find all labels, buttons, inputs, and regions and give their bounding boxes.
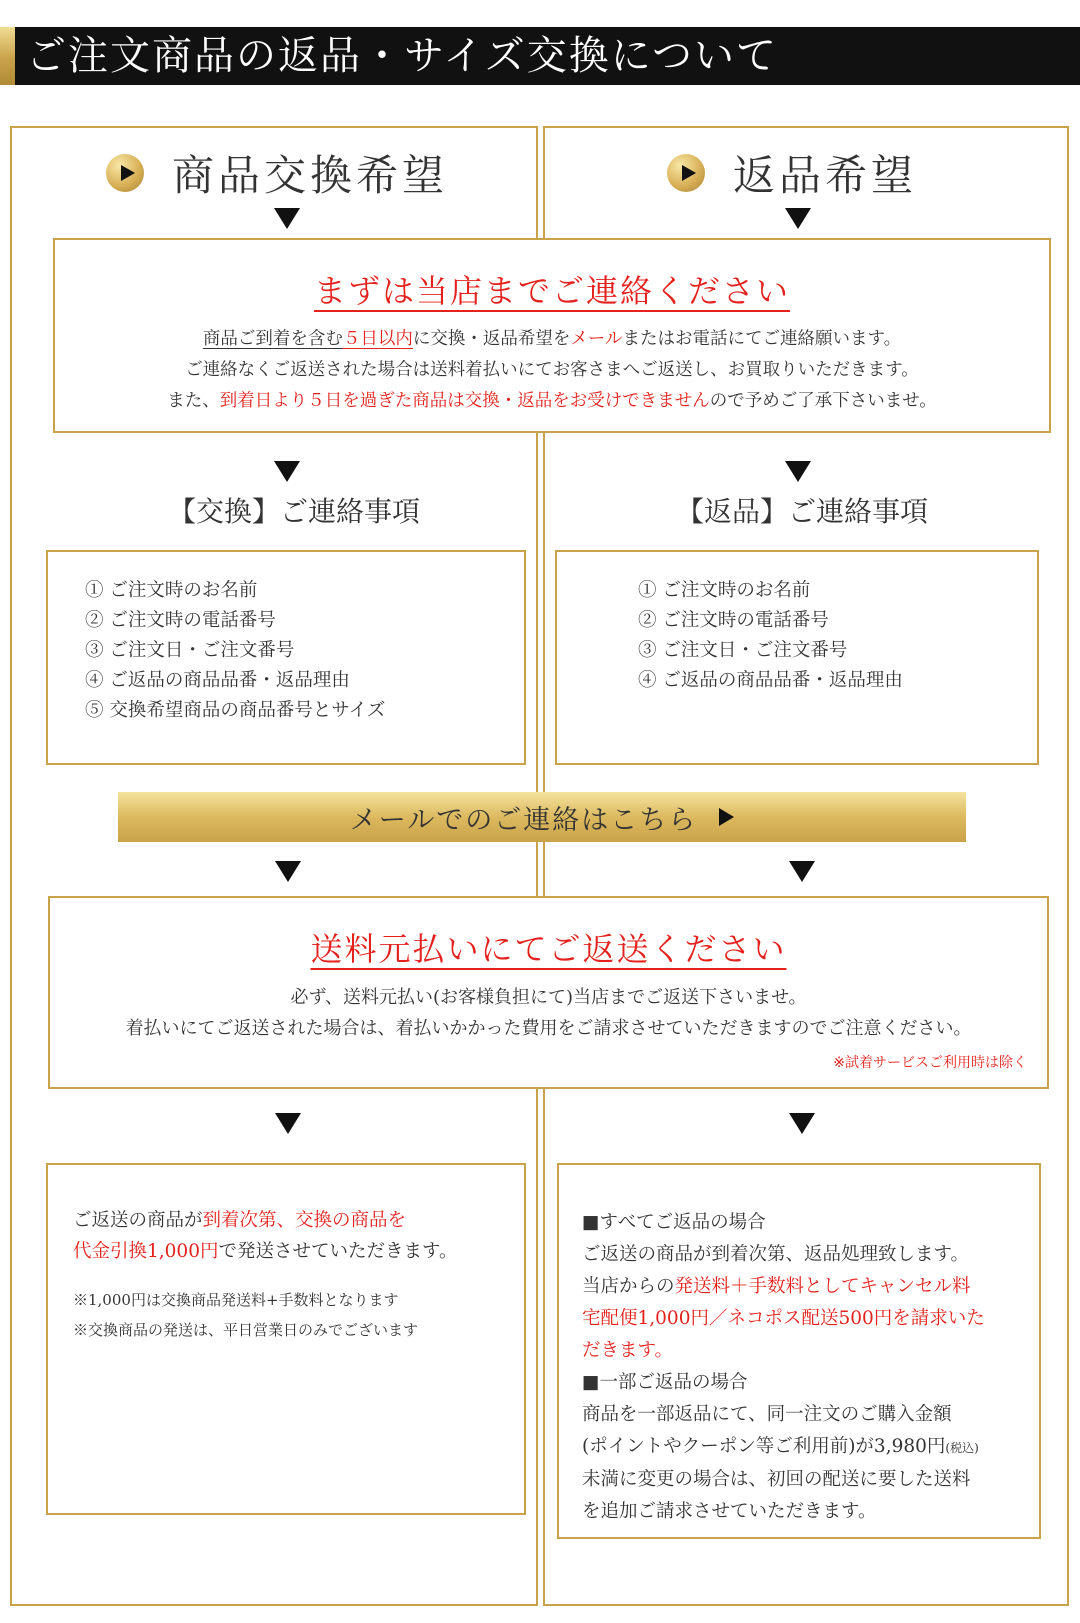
shipping-notice-text xyxy=(50,982,1047,1044)
down-arrow-icon xyxy=(789,861,815,882)
shipping-notice-box xyxy=(48,896,1049,1089)
list-item: ① ご注文時のお名前 xyxy=(85,580,258,601)
play-icon xyxy=(106,154,144,192)
return-all-line-2: 当店からの発送料＋手数料としてキャンセル料 xyxy=(582,1276,971,1297)
exchange-contact-box xyxy=(46,550,526,765)
exchange-note-2: ※交換商品の発送は、平日営業日のみでございます xyxy=(73,1321,419,1339)
return-contact-heading: 【返品】ご連絡事項 xyxy=(675,495,928,528)
return-heading xyxy=(667,145,917,201)
return-result-box xyxy=(557,1163,1041,1539)
exchange-result-text xyxy=(73,1205,458,1267)
mail-contact-label: メールでのご連絡はこちら xyxy=(349,804,698,836)
exchange-heading xyxy=(106,145,448,201)
contact-notice-text xyxy=(55,324,1049,417)
down-arrow-icon xyxy=(274,461,300,482)
down-arrow-icon xyxy=(275,1113,301,1134)
contact-notice-line-3: また、到着日より５日を過ぎた商品は交換・返品をお受けできませんので予めご了承下さいませ。 xyxy=(167,391,937,411)
return-partial-heading: ■一部ご返品の場合 xyxy=(582,1372,748,1393)
contact-notice-line-2: ご連絡なくご返送された場合は送料着払いにてお客さまへご返送し、お買取りいただきます。 xyxy=(185,360,919,380)
list-item: ④ ご返品の商品品番・返品理由 xyxy=(638,670,903,691)
down-arrow-icon xyxy=(274,208,300,229)
play-icon xyxy=(667,154,705,192)
shipping-notice-line-2: 着払いにてご返送された場合は、着払いかかった費用をご請求させていただきますのでご注意ください。 xyxy=(125,1018,972,1039)
shipping-notice-title: 送料元払いにてご返送ください xyxy=(310,930,787,968)
exchange-result-notes xyxy=(73,1285,418,1345)
return-heading-text: 返品希望 xyxy=(733,151,918,200)
return-contact-box xyxy=(555,550,1039,765)
return-partial-line-2: (ポイントやクーポン等ご利用前)が3,980円(税込) xyxy=(582,1436,979,1457)
page-title: ご注文商品の返品・サイズ交換について xyxy=(26,33,778,79)
return-partial-line-4: を追加ご請求させていただきます。 xyxy=(582,1501,877,1522)
list-item: ① ご注文時のお名前 xyxy=(638,580,811,601)
list-item: ⑤ 交換希望商品の商品番号とサイズ xyxy=(85,700,386,721)
down-arrow-icon xyxy=(789,1113,815,1134)
exchange-note-1: ※1,000円は交換商品発送料+手数料となります xyxy=(73,1291,399,1309)
return-all-line-3: 宅配便1,000円／ネコポス配送500円を請求いた xyxy=(582,1308,985,1329)
exchange-result-line-1: ご返送の商品が到着次第、交換の商品を xyxy=(73,1210,407,1231)
return-all-line-1: ご返送の商品が到着次第、返品処理致します。 xyxy=(582,1244,970,1265)
return-all-line-4: だきます。 xyxy=(582,1340,674,1361)
exchange-result-line-2: 代金引換1,000円で発送させていただきます。 xyxy=(73,1241,458,1262)
return-partial-line-1: 商品を一部返品にて、同一注文のご購入金額 xyxy=(582,1404,952,1425)
contact-notice-line-1: 商品ご到着を含む５日以内に交換・返品希望をメールまたはお電話にてご連絡願います。 xyxy=(202,329,902,349)
exchange-contact-heading: 【交換】ご連絡事項 xyxy=(167,495,420,528)
exchange-contact-list xyxy=(85,576,385,726)
down-arrow-icon xyxy=(275,861,301,882)
contact-notice-title: まずは当店までご連絡ください xyxy=(313,272,790,310)
list-item: ② ご注文時の電話番号 xyxy=(85,610,276,631)
down-arrow-icon xyxy=(785,461,811,482)
return-contact-list xyxy=(638,576,903,696)
return-all-heading: ■すべてご返品の場合 xyxy=(582,1212,766,1233)
play-arrow-icon xyxy=(719,808,734,826)
contact-notice-box xyxy=(53,238,1051,433)
shipping-notice-line-1: 必ず、送料元払い(お客様負担にて)当店までご返送下さいませ。 xyxy=(290,987,807,1008)
down-arrow-icon xyxy=(785,208,811,229)
list-item: ③ ご注文日・ご注文番号 xyxy=(638,640,848,661)
list-item: ④ ご返品の商品品番・返品理由 xyxy=(85,670,350,691)
header-gold-accent xyxy=(0,27,15,85)
mail-contact-button[interactable] xyxy=(118,792,966,842)
return-result-text xyxy=(582,1207,985,1528)
return-partial-line-3: 未満に変更の場合は、初回の配送に要した送料 xyxy=(582,1469,971,1490)
list-item: ② ご注文時の電話番号 xyxy=(638,610,829,631)
list-item: ③ ご注文日・ご注文番号 xyxy=(85,640,295,661)
shipping-notice-note: ※試着サービスご利用時は除く xyxy=(833,1055,1027,1071)
exchange-result-box xyxy=(46,1163,526,1515)
exchange-heading-text: 商品交換希望 xyxy=(172,151,449,200)
